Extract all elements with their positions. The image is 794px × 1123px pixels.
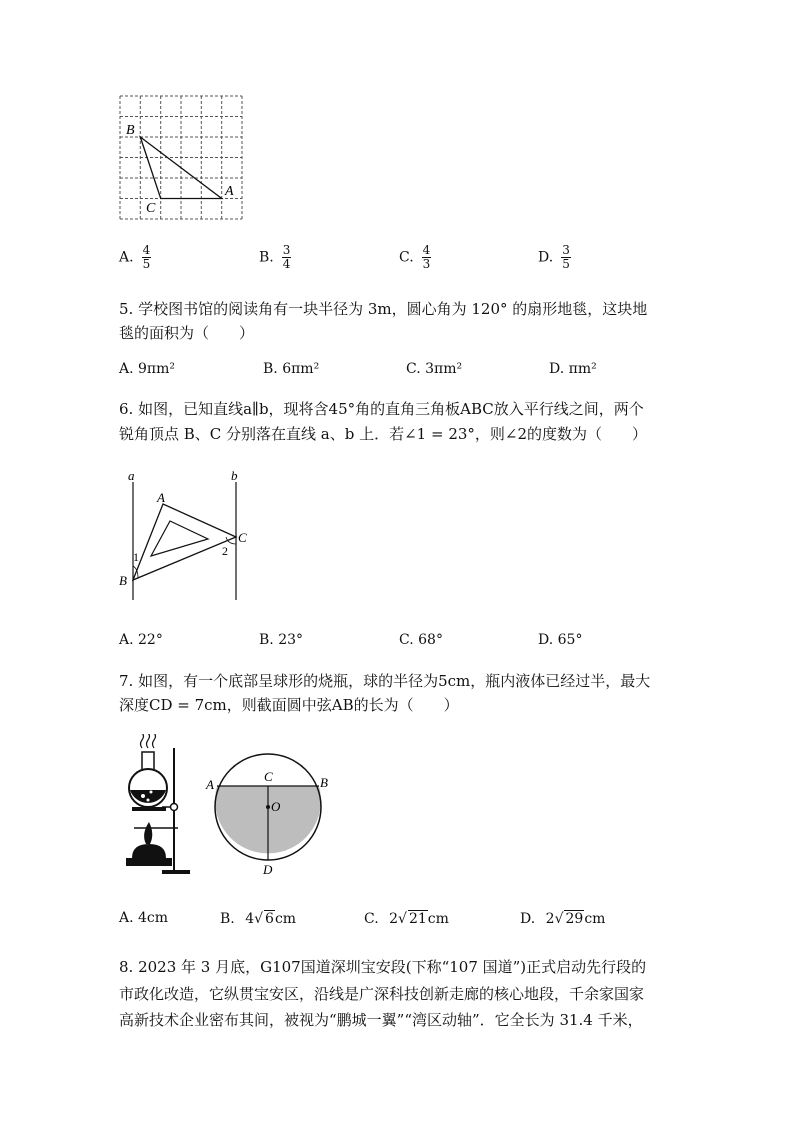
- q7-text-line2: 深度CD = 7cm，则截面圆中弦AB的长为（ ）: [119, 696, 459, 714]
- radical-expression: 2√ 21cm: [389, 911, 449, 927]
- fraction: $\frac{4}{3}$: [422, 243, 431, 271]
- point-b-label: B: [126, 123, 135, 138]
- q5-option-c[interactable]: C. 3πm²: [406, 361, 463, 377]
- point-a-label: A: [157, 490, 165, 505]
- fraction: $\frac{3}{5}$: [562, 243, 570, 271]
- q4-option-a[interactable]: A. $\frac{4}{5}$: [119, 243, 151, 271]
- line-b-label: b: [231, 468, 238, 483]
- fraction: $\frac{4}{5}$: [142, 243, 151, 271]
- q8-text-line2: 市政化改造，它纵贯宝安区，沿线是广深科技创新走廊的核心地段，千余家国家: [119, 985, 645, 1003]
- q7-text-line1: 7. 如图，有一个底部呈球形的烧瓶，球的半径为5cm，瓶内液体已经过半，最大: [119, 672, 651, 690]
- point-c-label: C: [238, 530, 247, 545]
- q5-option-a[interactable]: A. 9πm²: [119, 361, 176, 377]
- q5-option-b[interactable]: B. 6πm²: [263, 361, 320, 377]
- point-b-label: B: [320, 775, 328, 790]
- q7-option-c[interactable]: C. 2√ 21cm: [364, 911, 449, 927]
- q8-text-line1: 8. 2023 年 3 月底，G107国道深圳宝安段(下称“107 国道”)正式启动先行段的: [119, 958, 647, 976]
- q4-option-d[interactable]: D. $\frac{3}{5}$: [538, 243, 570, 271]
- q6-option-d[interactable]: D. 65°: [538, 632, 583, 648]
- grid-triangle-figure: [112, 92, 252, 224]
- point-b-label: B: [119, 573, 127, 588]
- flask-apparatus-illustration: [118, 734, 198, 878]
- q5-option-d[interactable]: D. πm²: [549, 361, 597, 377]
- q7-option-d[interactable]: D. 2√ 29cm: [520, 911, 606, 927]
- q6-option-b[interactable]: B. 23°: [259, 632, 304, 648]
- q6-text-line1: 6. 如图，已知直线a∥b，现将含45°角的直角三角板ABC放入平行线之间，两个: [119, 400, 644, 418]
- q6-option-c[interactable]: C. 68°: [399, 632, 443, 648]
- angle-1-label: 1: [133, 550, 139, 564]
- radical-expression: 2√ 29cm: [545, 911, 606, 927]
- q6-text-line2: 锐角顶点 B、C 分别落在直线 a、b 上．若∠1 = 23°，则∠2的度数为（ ）: [119, 425, 648, 443]
- radical-expression: 4√ 6cm: [245, 911, 297, 927]
- q8-text-line3: 高新技术企业密布其间，被视为“鹏城一翼”“湾区动轴”．它全长为 31.4 千米，: [119, 1011, 643, 1029]
- q4-option-b[interactable]: B. $\frac{3}{4}$: [259, 243, 291, 271]
- parallel-lines-triangle-figure: [116, 466, 256, 606]
- q7-option-a[interactable]: A. 4cm: [119, 910, 169, 926]
- angle-2-label: 2: [222, 544, 228, 558]
- point-c-label: C: [264, 769, 273, 784]
- q5-text-line2: 毯的面积为（ ）: [119, 324, 255, 342]
- sphere-cross-section-figure: [202, 746, 342, 878]
- q7-option-b[interactable]: B. 4√ 6cm: [220, 911, 297, 927]
- fraction: $\frac{3}{4}$: [282, 243, 291, 271]
- point-d-label: D: [263, 862, 273, 877]
- point-a-label: A: [225, 184, 234, 199]
- q5-text-line1: 5. 学校图书馆的阅读角有一块半径为 3m，圆心角为 120° 的扇形地毯，这块地: [119, 300, 648, 318]
- point-a-label: A: [206, 777, 214, 792]
- q6-option-a[interactable]: A. 22°: [119, 632, 163, 648]
- q4-option-c[interactable]: C. $\frac{4}{3}$: [399, 243, 431, 271]
- line-a-label: a: [128, 468, 135, 483]
- point-c-label: C: [146, 201, 156, 216]
- point-o-label: O: [271, 799, 281, 814]
